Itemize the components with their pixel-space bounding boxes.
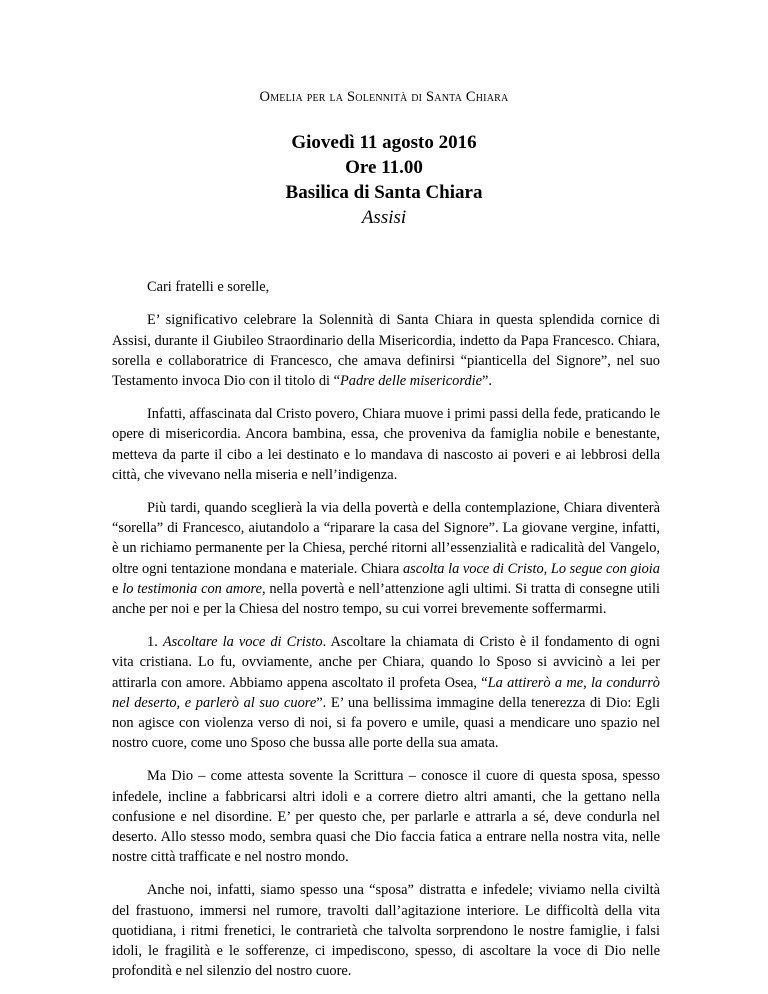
paragraph-3 [112, 498, 660, 620]
homily-body [112, 277, 660, 994]
document-title-text: Omelia per la Solennità di Santa Chiara [259, 89, 509, 105]
paragraph-4-italic-title: Ascoltare la voce di Cristo [162, 633, 323, 650]
paragraph-5: Ma Dio – come attesta sovente la Scrittura – conosce il cuore di questa sposa, spesso infedele, incline a fabbricarsi altri idoli e a correre dietro altri amanti, che la gettano nella confusione e nel disordine. E’ per questo che, per parlarle e attrarla a sé, deve condurla nel deserto. Allo stesso modo, sembra quasi che Dio faccia fatica a entrare nella nostra vita, nelle nostre città trafficate e nel nostro mondo. [112, 768, 660, 866]
document-title [0, 89, 768, 106]
paragraph-4 [112, 632, 660, 754]
paragraph-3-italic-3: lo testimonia con amore [122, 580, 262, 597]
paragraph-1-text: E’ significativo celebrare la Solennità di Santa Chiara in questa splendida cornice di Assisi, durante il Giubileo Straordinario della Misericordia, indetto da Papa Francesco. Chiara, sorella e collaboratrice di Francesco, che amava definirsi “pianticella del Signore”, nel suo Testamento invoca Dio con il titolo di “ [112, 312, 660, 390]
paragraph-3-italic-1: ascolta la voce di Cristo [402, 560, 544, 577]
paragraph-3-sep-1: , [543, 560, 551, 577]
paragraph-1 [112, 310, 660, 391]
paragraph-4-quote: La attirerò a me, la condurrò nel deserto, e parlerò al suo cuore [112, 674, 660, 711]
event-city: Assisi [361, 207, 407, 228]
paragraph-3-text: Più tardi, quando sceglierà la via della povertà e della contemplazione, Chiara diventerà “sorella” di Francesco, aiutandolo a “riparare la casa del Signore”. La giovane vergine, infatti, è un richiamo permanente per la Chiesa, perché ritorni all’essenzialità e radicalità del Vangelo, oltre ogni tentazione mondana e materiale. Chiara [112, 499, 660, 577]
event-heading [0, 130, 768, 230]
paragraph-3-italic-2: Lo segue con gioia [550, 560, 660, 577]
salutation: Cari fratelli e sorelle, [147, 279, 270, 295]
event-time: Ore 11.00 [345, 157, 423, 178]
paragraph-3-sep-2: e [112, 580, 123, 597]
paragraph-6: Anche noi, infatti, siamo spesso una “sposa” distratta e infedele; viviamo nella civiltà del frastuono, immersi nel rumore, travolti dall’agitazione interiore. Le difficoltà della vita quotidiana, i ritmi frenetici, le contrarietà che talvolta sorprendono le nostre famiglie, i falsi idoli, le fragilità e le sofferenze, ci impediscono, spesso, di ascoltare la voce di Dio nelle profondità e nel silenzio del nostro cuore. [112, 882, 660, 980]
event-date: Giovedì 11 agosto 2016 [291, 132, 477, 153]
paragraph-4-end: ”. E’ una bellissima immagine della tenerezza di Dio: Egli non agisce con violenza verso di noi, si fa povero e umile, quasi a mendicare uno spazio nel nostro cuore, come uno Sposo che bussa alle porte della sua amata. [112, 694, 660, 752]
paragraph-2: Infatti, affascinata dal Cristo povero, Chiara muove i primi passi della fede, praticando le opere di misericordia. Ancora bambina, essa, che proveniva da famiglia nobile e benestante, metteva da parte il cibo a lei destinato e lo mandava di nascosto ai poveri e ai lebbrosi della città, che vivevano nella miseria e nell’indigenza. [112, 405, 660, 483]
paragraph-3-end: , nella povertà e nell’attenzione agli ultimi. Si tratta di consegne utili anche per noi e per la Chiesa del nostro tempo, su cui vorrei brevemente soffermarmi. [112, 580, 660, 618]
paragraph-1-italic: Padre delle misericordie [340, 373, 483, 390]
event-venue: Basilica di Santa Chiara [285, 182, 483, 203]
paragraph-1-end: ”. [482, 373, 493, 390]
paragraph-4-number: 1. [147, 633, 163, 650]
paragraph-4-text: . Ascoltare la chiamata di Cristo è il fondamento di ogni vita cristiana. Lo fu, ovviamente, anche per Chiara, quando lo Sposo si avvicinò a lei per attirarla con amore. Abbiamo appena ascoltato il profeta Osea, “ [112, 633, 660, 691]
